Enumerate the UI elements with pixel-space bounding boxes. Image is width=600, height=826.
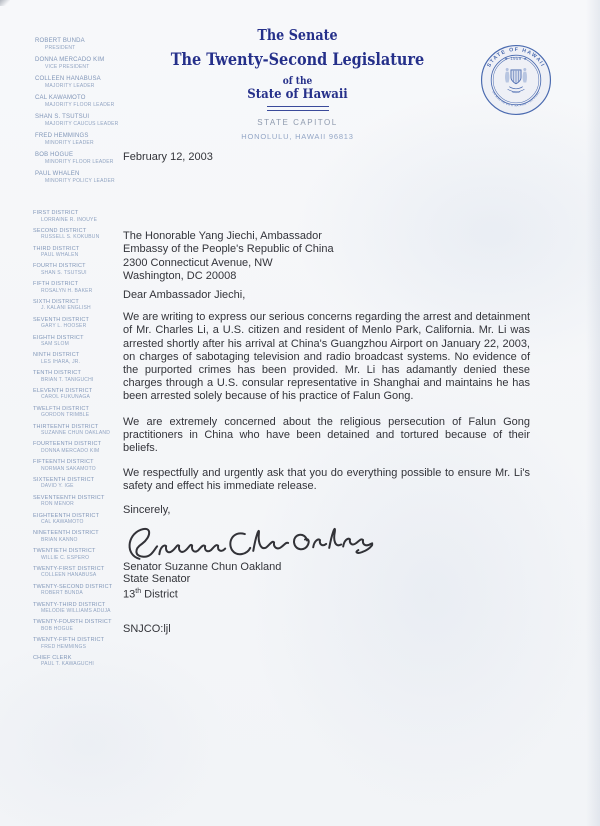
district-entry xyxy=(33,281,135,294)
officer-title: MINORITY POLICY LEADER xyxy=(45,178,115,184)
district-list xyxy=(33,210,135,673)
district-entry xyxy=(33,352,135,365)
reference-initials: SNJCO:ljl xyxy=(123,623,171,636)
district-entry xyxy=(33,441,135,454)
district-label: FOURTH DISTRICT xyxy=(33,263,86,270)
district-entry xyxy=(33,388,135,401)
district-entry xyxy=(33,495,135,508)
district-senator-name: PAUL WHALEN xyxy=(41,252,79,259)
district-senator-name: ROBERT BUNDA xyxy=(41,590,83,597)
district-label: FIFTEENTH DISTRICT xyxy=(33,459,94,466)
district-senator-name: CAROL FUKUNAGA xyxy=(41,394,91,401)
district-label: EIGHTH DISTRICT xyxy=(33,334,84,341)
letterhead-city: HONOLULU, HAWAII 96813 xyxy=(241,132,354,141)
district-entry xyxy=(33,210,135,223)
district-senator-name: DAVID Y. IGE xyxy=(41,483,74,490)
paragraph-3: We respectfully and urgently ask that you do everything possible to ensure Mr. Li's safety and effect his immediate release. xyxy=(123,467,530,493)
district-entry xyxy=(33,584,135,597)
district-number: 13 xyxy=(123,588,136,601)
signature-handwriting xyxy=(120,516,373,565)
officer-title: MAJORITY LEADER xyxy=(45,83,95,89)
officer-title: MINORITY FLOOR LEADER xyxy=(45,159,114,165)
salutation: Dear Ambassador Jiechi, xyxy=(123,289,246,302)
letterhead-state-title: State of Hawaii xyxy=(247,87,348,102)
district-entry xyxy=(33,424,135,437)
district-senator-name: CAL KAWAMOTO xyxy=(41,519,84,526)
district-senator-name: BOB HOGUE xyxy=(41,625,74,632)
officer-entry xyxy=(35,171,135,184)
signer-district xyxy=(123,586,530,601)
district-label: NINTH DISTRICT xyxy=(33,352,80,359)
district-label: SEVENTEENTH DISTRICT xyxy=(33,494,105,501)
district-entry xyxy=(33,406,135,419)
district-ordinal-suffix: th xyxy=(135,587,142,595)
signer-title: State Senator xyxy=(123,573,191,586)
officer-name: BOB HOGUE xyxy=(35,152,74,158)
letter-date: February 12, 2003 xyxy=(123,151,213,163)
district-entry xyxy=(33,619,135,632)
district-entry xyxy=(33,459,135,472)
district-entry xyxy=(33,299,135,312)
letterhead-divider xyxy=(267,106,329,111)
district-senator-name: NORMAN SAKAMOTO xyxy=(41,465,96,472)
paragraph-1: We are writing to express our serious concerns regarding the arrest and detainment of Mr. Charles Li, a U.S. citizen and resident of Menlo Park, California. Mr. Li was arrested shortly after his arrival at China's Guangzhou Airport on January 22, 2003, on charges of sabotaging television and radio broadcast systems. No evidence of the purported crimes has been provided. Mr. Li has adamantly denied these charges through a U.S. consular representative in Shanghai and maintains he has been arrested solely because of his practice of Falun Gong. xyxy=(123,311,531,403)
paragraph-2: We are extremely concerned about the religious persecution of Falun Gong practitioners in China who have been detained and tortured because of their beliefs. xyxy=(123,415,530,455)
district-senator-name: LES IHARA, JR. xyxy=(41,358,81,365)
recipient-line: The Honorable Yang Jiechi, Ambassador xyxy=(123,230,322,243)
district-entry xyxy=(33,477,135,490)
district-senator-name: SUZANNE CHUN OAKLAND xyxy=(41,430,111,437)
district-label: SIXTEENTH DISTRICT xyxy=(33,476,95,483)
district-entry xyxy=(33,228,135,241)
district-label: TWELFTH DISTRICT xyxy=(33,405,90,412)
scan-edge-shade xyxy=(586,0,600,826)
district-senator-name: WILLIE C. ESPERO xyxy=(41,554,90,561)
district-senator-name: FRED HEMMINGS xyxy=(41,643,87,650)
district-senator-name: RUSSELL S. KOKUBUN xyxy=(41,234,100,241)
letterhead-senate-title: The Senate xyxy=(257,26,338,44)
district-entry xyxy=(33,530,135,543)
district-label: TWENTIETH DISTRICT xyxy=(33,548,96,555)
district-entry xyxy=(33,370,135,383)
district-label: FIRST DISTRICT xyxy=(33,210,79,216)
officer-name: DONNA MERCADO KIM xyxy=(35,57,105,63)
district-entry xyxy=(33,548,135,561)
district-entry xyxy=(33,637,135,650)
district-senator-name: COLLEEN HANABUSA xyxy=(41,572,97,579)
scan-corner-mark xyxy=(0,0,10,6)
letter-body xyxy=(123,151,530,636)
district-label: TWENTY-FIFTH DISTRICT xyxy=(33,637,105,644)
district-entry xyxy=(33,655,135,668)
district-label: FIFTH DISTRICT xyxy=(33,281,79,288)
seal-year-text: ★ 1959 ★ xyxy=(504,56,528,62)
district-label: ELEVENTH DISTRICT xyxy=(33,387,93,394)
officer-title: MAJORITY CAUCUS LEADER xyxy=(45,121,119,127)
district-senator-name: PAUL T. KAWAGUCHI xyxy=(41,661,94,668)
district-senator-name: SAM SLOM xyxy=(41,341,69,348)
signer-name: Senator Suzanne Chun Oakland xyxy=(123,560,282,573)
district-entry xyxy=(33,602,135,615)
officer-entry xyxy=(35,57,135,70)
recipient-line: Embassy of the People's Republic of China xyxy=(123,243,334,256)
district-label: CHIEF CLERK xyxy=(33,654,72,661)
district-entry xyxy=(33,335,135,348)
officer-entry xyxy=(35,133,135,146)
recipient-line: 2300 Connecticut Avenue, NW xyxy=(123,256,273,269)
district-label: SEVENTH DISTRICT xyxy=(33,316,90,323)
district-label: NINETEENTH DISTRICT xyxy=(33,530,99,537)
district-label: EIGHTEENTH DISTRICT xyxy=(33,512,100,519)
district-senator-name: GORDON TRIMBLE xyxy=(41,412,90,419)
letterhead-of-the: of the xyxy=(282,76,313,87)
officer-entry xyxy=(35,38,135,51)
officer-name: CAL KAWAMOTO xyxy=(35,95,86,101)
district-senator-name: J. KALANI ENGLISH xyxy=(41,305,91,312)
district-label: TWENTY-FIRST DISTRICT xyxy=(33,565,105,572)
district-senator-name: LORRAINE R. INOUYE xyxy=(41,216,98,223)
officer-list xyxy=(35,38,135,190)
letterhead xyxy=(135,26,460,141)
district-senator-name: BRIAN T. TANIGUCHI xyxy=(41,376,94,383)
district-senator-name: DONNA MERCADO KIM xyxy=(41,447,100,454)
district-label: FOURTEENTH DISTRICT xyxy=(33,441,102,448)
officer-title: PRESIDENT xyxy=(45,45,76,51)
district-entry xyxy=(33,317,135,330)
district-label: THIRTEENTH DISTRICT xyxy=(33,423,99,430)
district-senator-name: MELODIE WILLIAMS ADUJA xyxy=(41,608,111,615)
district-label: TENTH DISTRICT xyxy=(33,370,82,377)
officer-entry xyxy=(35,76,135,89)
officer-title: MAJORITY FLOOR LEADER xyxy=(45,102,115,108)
recipient-line: Washington, DC 20008 xyxy=(123,269,237,282)
officer-name: COLLEEN HANABUSA xyxy=(35,76,101,82)
closing: Sincerely, xyxy=(123,503,171,516)
district-senator-name: SHAN S. TSUTSUI xyxy=(41,269,87,276)
officer-name: FRED HEMMINGS xyxy=(35,133,89,139)
officer-entry xyxy=(35,114,135,127)
officer-name: PAUL WHALEN xyxy=(35,171,80,177)
district-entry xyxy=(33,263,135,276)
officer-name: ROBERT BUNDA xyxy=(35,38,85,44)
district-senator-name: BRIAN KANNO xyxy=(41,536,78,543)
hawaii-state-seal-icon xyxy=(474,38,558,122)
district-entry xyxy=(33,246,135,259)
district-entry xyxy=(33,566,135,579)
district-senator-name: GARY L. HOOSER xyxy=(41,323,87,330)
district-label: TWENTY-SECOND DISTRICT xyxy=(33,583,113,590)
seal-top-text: STATE OF HAWAII xyxy=(486,46,546,69)
officer-title: VICE PRESIDENT xyxy=(45,64,90,70)
seal-motto-text: UA MAU KE EA O KA AINA I KA PONO xyxy=(491,90,541,108)
district-label: TWENTY-THIRD DISTRICT xyxy=(33,601,106,608)
district-label: THIRD DISTRICT xyxy=(33,245,80,252)
officer-entry xyxy=(35,95,135,108)
signer-block xyxy=(123,561,530,601)
recipient-address-block xyxy=(123,230,530,283)
district-word: District xyxy=(141,588,178,601)
officer-entry xyxy=(35,152,135,165)
district-label: SECOND DISTRICT xyxy=(33,227,87,234)
district-label: TWENTY-FOURTH DISTRICT xyxy=(33,619,112,626)
district-senator-name: ROSALYN H. BAKER xyxy=(41,287,93,294)
letterhead-capitol: STATE CAPITOL xyxy=(257,118,338,127)
district-label: SIXTH DISTRICT xyxy=(33,298,79,305)
officer-name: SHAN S. TSUTSUI xyxy=(35,114,90,120)
district-senator-name: RON MENOR xyxy=(41,501,74,508)
officer-title: MINORITY LEADER xyxy=(45,140,94,146)
letterhead-legislature-title: The Twenty-Second Legislature xyxy=(170,50,425,70)
